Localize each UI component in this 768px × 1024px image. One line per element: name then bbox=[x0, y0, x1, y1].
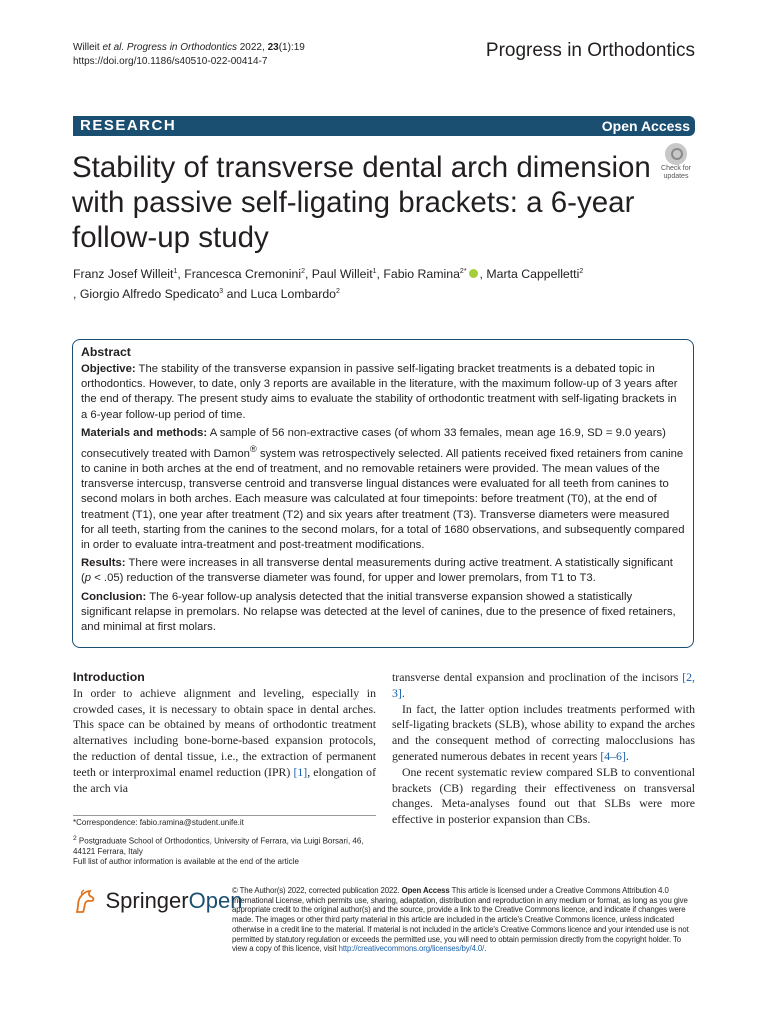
abstract-heading: Abstract bbox=[81, 345, 131, 359]
author: , Giorgio Alfredo Spedicato bbox=[73, 287, 220, 302]
license-statement bbox=[232, 886, 697, 954]
springer-open-logo bbox=[73, 888, 242, 918]
paragraph-text: . bbox=[401, 685, 405, 700]
springer-horse-icon bbox=[73, 888, 97, 914]
abstract-results bbox=[81, 556, 685, 586]
methods-label: Materials and methods: bbox=[81, 426, 208, 439]
cite-year: 2022, bbox=[239, 42, 265, 53]
results-text-2: < .05) reduction of the transverse diameter was found, for upper and lower premolars, from T1 to T3. bbox=[91, 572, 596, 585]
open-word: Open bbox=[188, 888, 243, 913]
conclusion-text: The 6-year follow-up analysis detected that the initial transverse expansion showed a statistically significant relapse in premolars. No relapse was detected at the level of canines, due to the presence of fixed retainers, and minimal at first molars. bbox=[81, 590, 676, 634]
intro-paragraph-2 bbox=[392, 702, 695, 765]
paragraph-text: . bbox=[625, 748, 629, 763]
affiliation-mark: 1 bbox=[372, 268, 377, 275]
conclusion-label: Conclusion: bbox=[81, 590, 147, 603]
results-label: Results: bbox=[81, 557, 126, 570]
abstract-conclusion bbox=[81, 590, 685, 636]
objective-text: The stability of the transverse expansion in passive self-ligating bracket treatments is a debated topic in orthodontics. However, to date, only 3 reports are available in the literature, with the maximum follow-up of 3 years after the end of therapy. The present study aims to evaluate the stability of orthodontic treatment with self-ligating brackets in a 6-year follow-up period of time. bbox=[81, 363, 678, 421]
introduction-heading: Introduction bbox=[73, 670, 145, 684]
body-column-right bbox=[392, 670, 695, 828]
affiliation-mark: 2 bbox=[579, 268, 584, 275]
methods-text: A sample of 56 non-extractive cases (of whom 33 females, mean age 16.9, SD = 9.0 years) consecutively treated with Damon bbox=[81, 426, 666, 460]
affiliation-note bbox=[73, 834, 376, 858]
affiliation-mark: 2 bbox=[301, 268, 305, 275]
springer-open-wordmark bbox=[105, 888, 242, 914]
results-text: There were increases in all transverse dental measurements during active treatment. A statistically significant ( bbox=[81, 557, 673, 585]
license-end: . bbox=[484, 944, 487, 954]
affiliation-mark: 2 bbox=[336, 288, 340, 296]
author: , Paul Willeit bbox=[304, 267, 373, 282]
paragraph-text: transverse dental expansion and proclination of the incisors bbox=[392, 670, 683, 684]
intro-paragraph-1-cont bbox=[392, 670, 695, 702]
check-for-updates-badge[interactable] bbox=[656, 143, 696, 179]
citation-ref-4-6[interactable]: [4–6] bbox=[600, 748, 626, 763]
author-list bbox=[73, 263, 703, 303]
citation-line bbox=[73, 41, 305, 55]
citation-header bbox=[73, 41, 305, 68]
author: Franz Josef Willeit bbox=[73, 267, 174, 282]
license-text: This article is licensed under a Creative Commons Attribution 4.0 International License, which permits use, sharing, adaptation, distribution and reproduction in any medium or format, as long as you give appropriate credit to the original author(s) and the source, provide a link to the Creative Commons licence, and indicate if changes were made. The images or other third party material in this article are included in the article's Creative Commons licence, unless indicated otherwise in a credit line to the material. If material is not included in the article's Creative Commons licence and your intended use is not permitted by statutory regulation or exceeds the permitted use, you will need to obtain permission directly from the copyright holder. To view a copy of this licence, visit bbox=[232, 886, 689, 954]
body-column-left bbox=[73, 670, 376, 796]
check-line-1: Check for bbox=[661, 165, 691, 172]
paragraph-text: , elongation of the arch via bbox=[73, 764, 376, 795]
article-title: Stability of transverse dental arch dimension with passive self-ligating brackets: a 6-year follow-up study bbox=[72, 151, 651, 254]
copyright-text: © The Author(s) 2022, corrected publication 2022. bbox=[232, 886, 400, 895]
citation-ref-2-3[interactable]: [2, 3] bbox=[392, 670, 695, 700]
orcid-icon[interactable] bbox=[469, 269, 478, 278]
check-for-updates-icon bbox=[665, 143, 687, 165]
open-access-label: Open Access bbox=[601, 118, 690, 134]
affiliation-mark: 2* bbox=[459, 268, 467, 275]
citation-ref-1[interactable]: [1] bbox=[293, 764, 308, 779]
cite-authors: Willeit bbox=[73, 42, 103, 53]
license-open-access: Open Access bbox=[399, 886, 450, 895]
cite-volume: 23 bbox=[267, 42, 279, 53]
cite-journal: et al. Progress in Orthodontics bbox=[102, 42, 237, 53]
author-info-note: Full list of author information is available at the end of the article bbox=[73, 857, 299, 867]
methods-text-2: system was retrospectively selected. All patients received fixed retainers from canine to canine in both arches at the end of treatment, and no removable retainers were provided. The mean values of the transverse intercusp, transverse centroid and transverse lingual distances were evaluated for all teeth from canines to second molars in both arches. Each measure was calculated at four timepoints: before treatment (T0), at the end of treatment (T1), one year after treatment (T2) and six years after treatment (T3). Transverse diameters were measured for all teeth, starting from the canines to the second molars, for a total of 1680 observations, and subsequently compared in order to evaluate intra-treatment and post-treatment modifications. bbox=[81, 447, 685, 551]
footnote-divider bbox=[73, 815, 376, 816]
intro-paragraph-3: One recent systematic review compared SLB to conventional brackets (CB) regarding their effectiveness on transversal changes. Meta-analyses found out that SLBs were more effective in posterior expansion than CBs. bbox=[392, 764, 695, 827]
p-value-symbol: p bbox=[84, 572, 92, 585]
affiliation-mark: 2 bbox=[73, 834, 77, 842]
article-type-label: RESEARCH bbox=[80, 117, 177, 134]
registered-mark: ® bbox=[249, 443, 257, 455]
doi-link[interactable]: https://doi.org/10.1186/s40510-022-00414-7 bbox=[73, 55, 268, 67]
abstract-methods bbox=[81, 426, 685, 553]
author: and Luca Lombardo bbox=[223, 287, 337, 302]
author: , Francesca Cremonini bbox=[177, 267, 302, 282]
license-link[interactable]: http://creativecommons.org/licenses/by/4.0/ bbox=[338, 944, 485, 954]
affiliation-mark: 3 bbox=[219, 288, 224, 296]
abstract-box bbox=[72, 339, 694, 648]
cite-issue: (1):19 bbox=[278, 42, 305, 53]
intro-paragraph-1 bbox=[73, 686, 376, 797]
journal-name: Progress in Orthodontics bbox=[485, 40, 695, 61]
objective-label: Objective: bbox=[81, 363, 136, 375]
footnotes bbox=[73, 818, 376, 873]
abstract-objective bbox=[81, 362, 685, 423]
springer-word: Springer bbox=[105, 888, 189, 913]
paragraph-text: In fact, the latter option includes treatments performed with self-ligating brackets (SLB), whose ability to expand the arches and the consequent method of correcting malocclusions has generated numerous debates in recent years bbox=[392, 701, 695, 763]
affiliation-mark: 1 bbox=[173, 268, 178, 275]
paragraph-text: In order to achieve alignment and leveling, especially in crowded cases, it is necessary to obtain space in dental arches. This space can be obtained by means of orthodontic treatment alternatives including bone-borne-based expansion protocols, the reduction of dental tissue, i.e., the extraction of permanent teeth or interproximal enamel reduction (IPR) bbox=[73, 685, 376, 779]
check-line-2: updates bbox=[663, 172, 689, 180]
affiliation-text: Postgraduate School of Orthodontics, University of Ferrara, via Luigi Borsari, 46, 44121 Ferrara, Italy bbox=[73, 836, 364, 856]
author: , Fabio Ramina bbox=[376, 267, 460, 282]
author: , Marta Cappelletti bbox=[479, 267, 580, 282]
correspondence-note: *Correspondence: fabio.ramina@student.unife.it bbox=[73, 818, 244, 827]
